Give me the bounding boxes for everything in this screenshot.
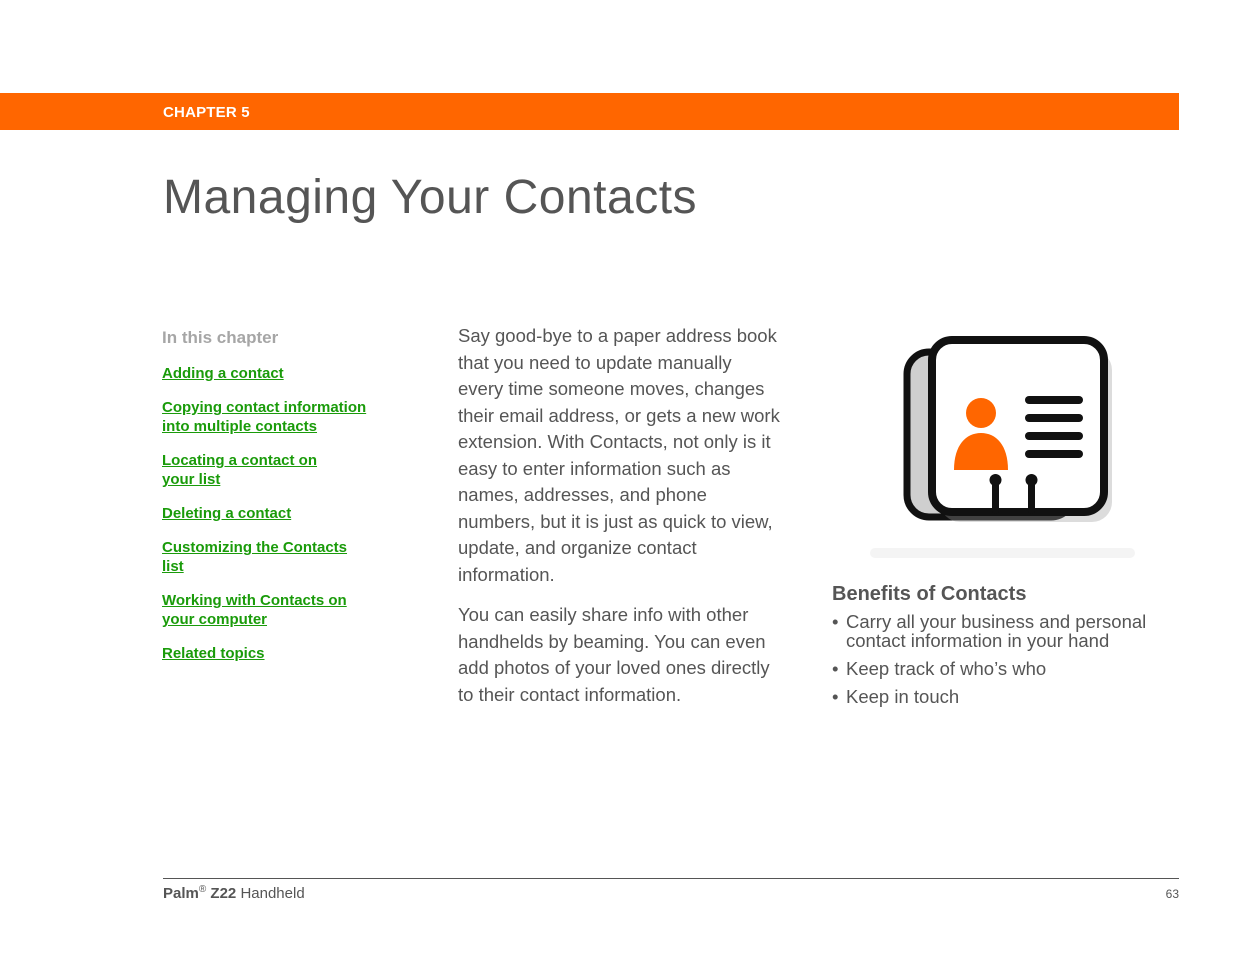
benefits-title: Benefits of Contacts bbox=[832, 583, 1027, 605]
chapter-label: CHAPTER 5 bbox=[163, 104, 250, 121]
toc-link-related-topics[interactable]: Related topics bbox=[162, 645, 265, 662]
toc-link-adding-contact[interactable]: Adding a contact bbox=[162, 365, 284, 382]
benefit-item: • Keep track of who’s who bbox=[832, 658, 1047, 679]
benefits-box bbox=[832, 583, 1192, 715]
benefit-item: • Carry all your business and personal contact information in your hand bbox=[832, 611, 1147, 651]
benefit-item: • Keep in touch bbox=[832, 686, 960, 707]
toc-link-customizing-list[interactable]: Customizing the Contacts list bbox=[162, 539, 348, 575]
footer-product: Palm® Z22 Handheld bbox=[163, 884, 305, 902]
intro-paragraph: Say good-bye to a paper address book that you need to update manually every time someone moves, changes their email address, or gets a new work extension. With Contacts, not only is it easy to enter information such as names, addresses, and phone numbers, but it is just as quick to view, update, and organize contact information. bbox=[458, 325, 780, 585]
chapter-contents bbox=[162, 328, 392, 678]
toc-link-working-with-computer[interactable]: Working with Contacts on your computer bbox=[162, 592, 347, 628]
toc-link-copying-contact-info[interactable]: Copying contact information into multiple contacts bbox=[162, 399, 367, 435]
page-title: Managing Your Contacts bbox=[163, 171, 698, 224]
page-number: 63 bbox=[1165, 887, 1179, 901]
toc-link-deleting-contact[interactable]: Deleting a contact bbox=[162, 505, 292, 522]
body-text bbox=[458, 323, 808, 722]
contact-card-icon bbox=[860, 320, 1140, 565]
toc-link-locating-contact[interactable]: Locating a contact on your list bbox=[162, 452, 318, 488]
footer-divider bbox=[163, 878, 1179, 879]
beaming-paragraph: You can easily share info with other handhelds by beaming. You can even add photos of your loved ones directly to their contact information. bbox=[458, 604, 770, 705]
toc-heading: In this chapter bbox=[162, 328, 279, 347]
